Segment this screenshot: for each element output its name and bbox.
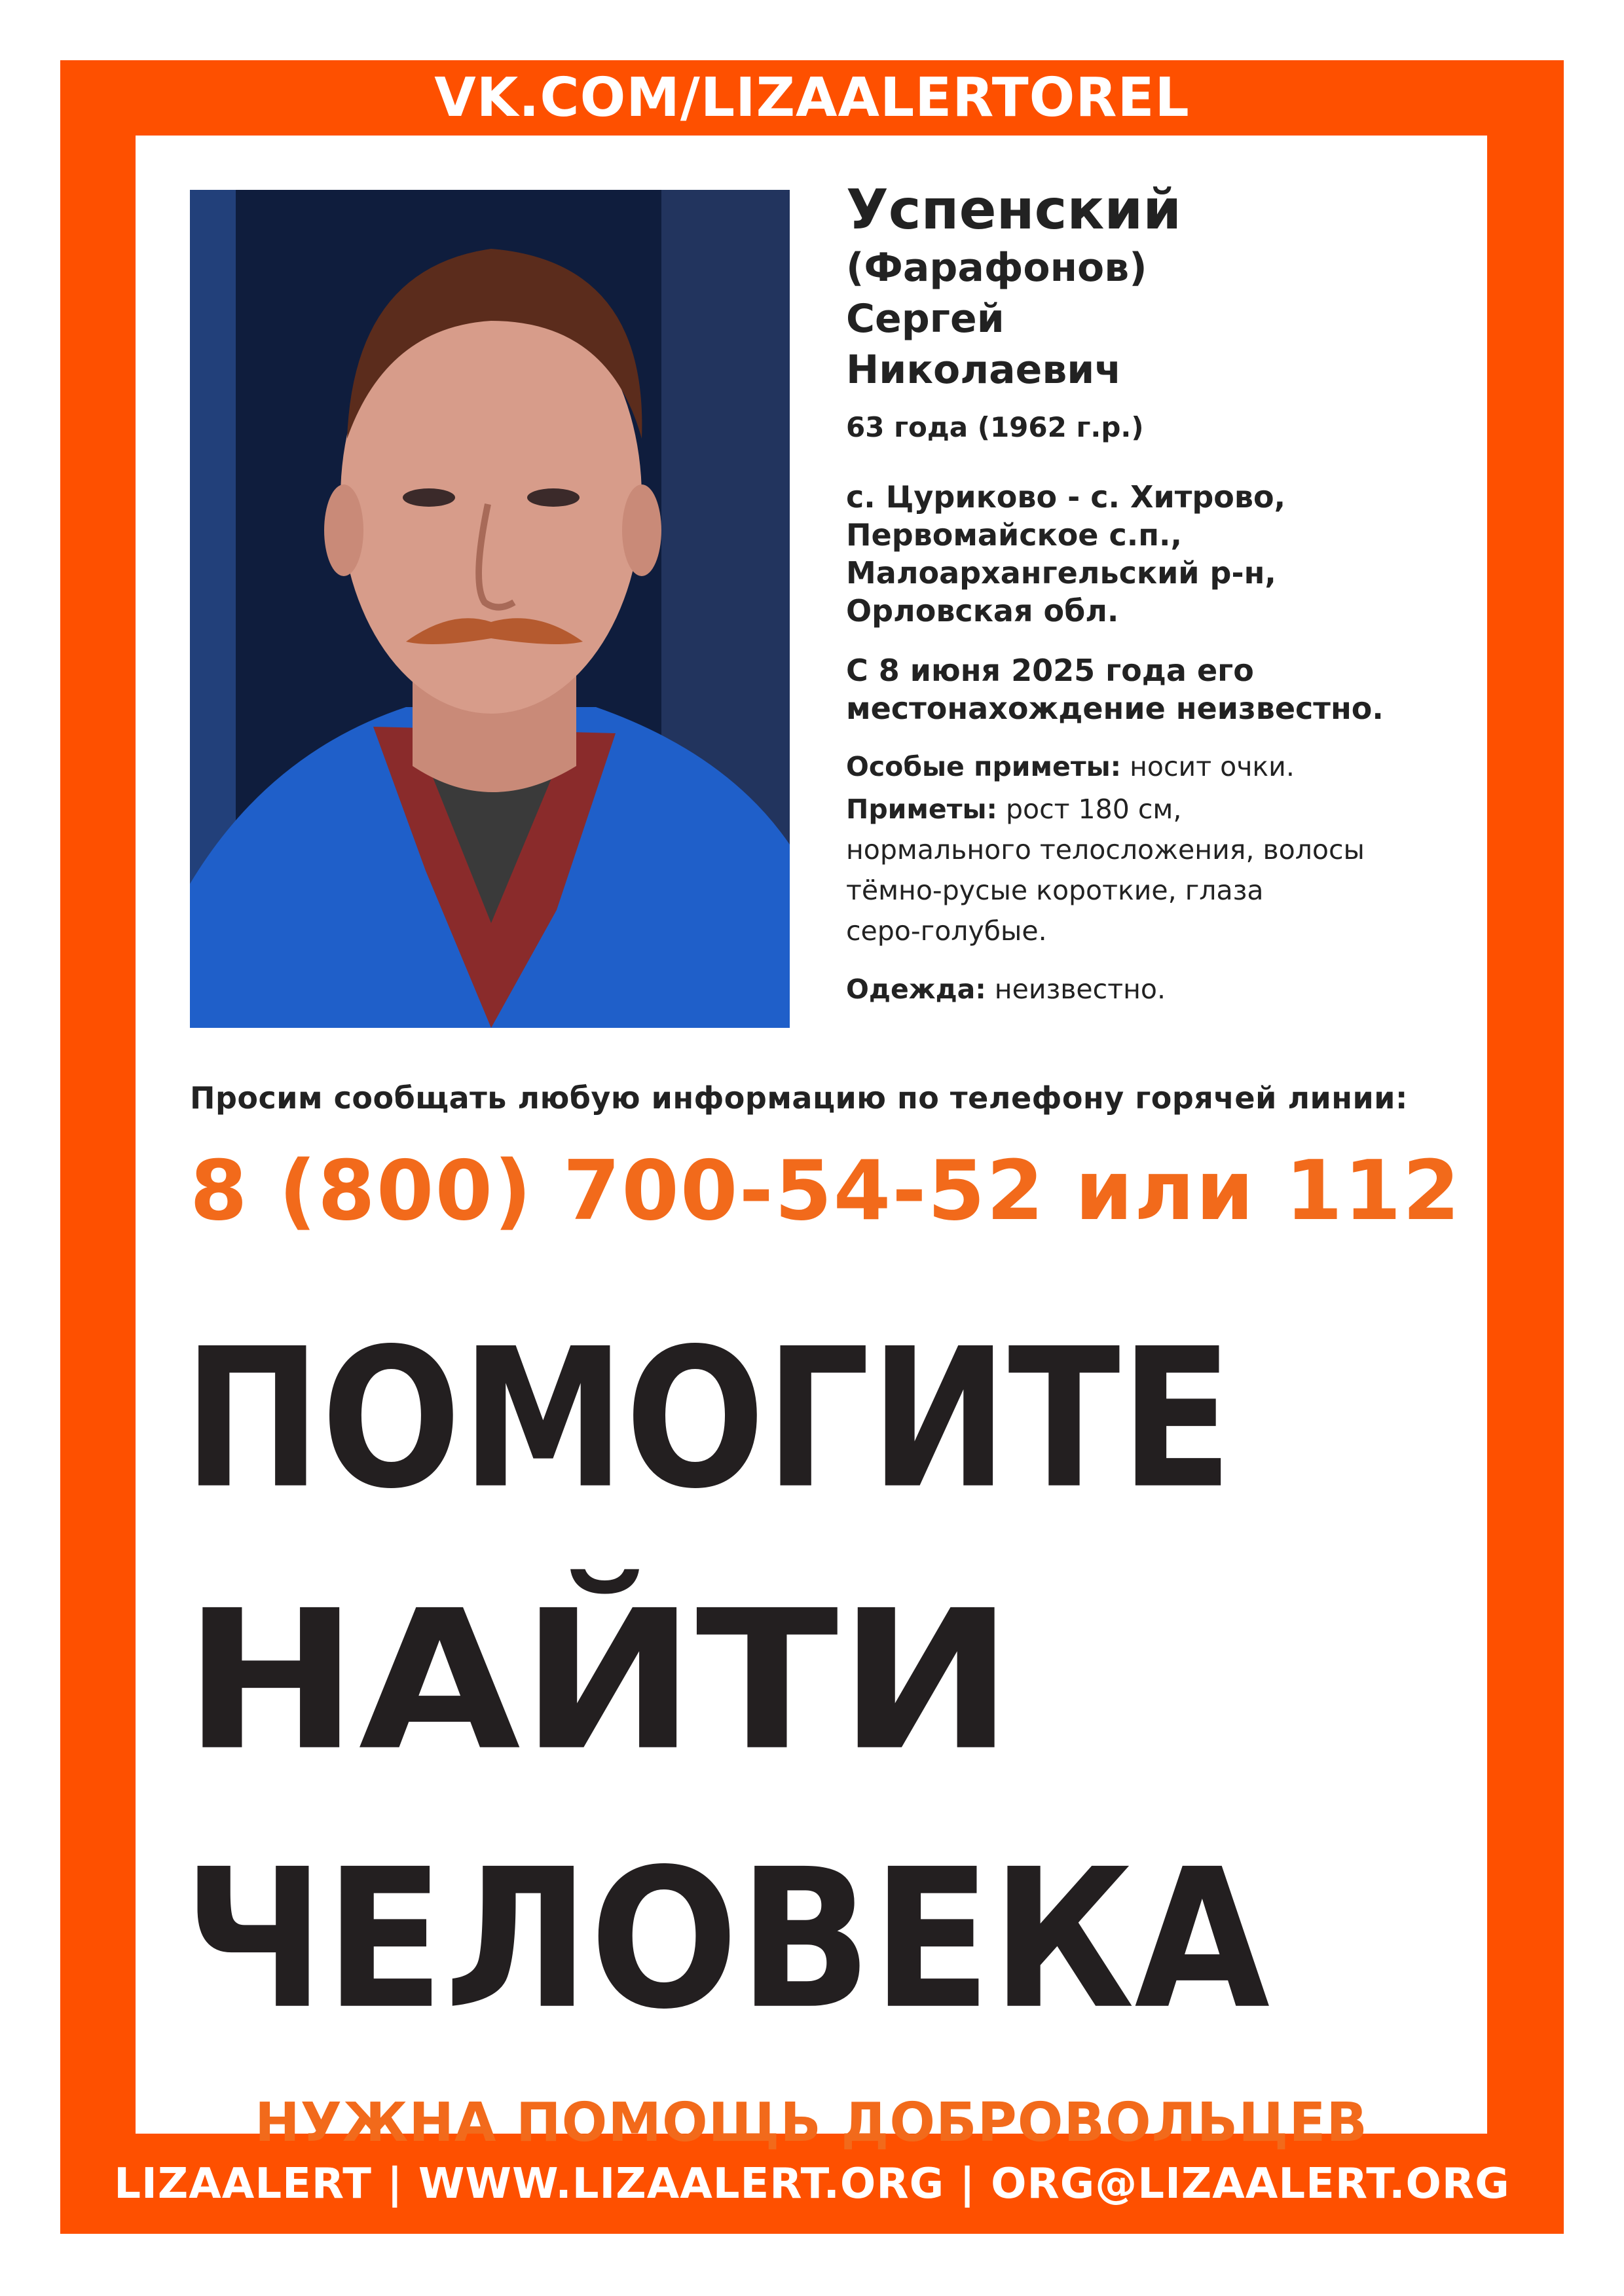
volunteers-needed: НУЖНА ПОМОЩЬ ДОБРОВОЛЬЦЕВ xyxy=(255,2092,1368,2154)
missing-since xyxy=(846,651,1384,727)
missing-since-line: С 8 июня 2025 года его xyxy=(846,653,1254,688)
description-label: Приметы: xyxy=(846,793,997,825)
missing-since-line: местонахождение неизвестно. xyxy=(846,691,1384,726)
person-name xyxy=(846,177,1488,395)
first-name: Сергей xyxy=(846,296,1005,342)
description-line: рост 180 см, xyxy=(997,793,1182,825)
vk-link[interactable]: VK.COM/LIZAALERTOREL xyxy=(434,67,1190,129)
special-features-label: Особые приметы: xyxy=(846,751,1122,782)
description xyxy=(846,789,1365,951)
hotline-request: Просим сообщать любую информацию по телефону горячей линии: xyxy=(190,1080,1408,1116)
headline-find: НАЙТИ xyxy=(183,1569,1014,1793)
location-line: Малоархангельский р-н, xyxy=(846,555,1276,591)
location-line: Орловская обл. xyxy=(846,593,1119,629)
surname: Успенский xyxy=(846,177,1182,242)
special-features xyxy=(846,746,1295,787)
patronymic: Николаевич xyxy=(846,347,1122,393)
footer-links[interactable]: LIZAALERT | WWW.LIZAALERT.ORG | ORG@LIZAALERT.ORG xyxy=(114,2159,1510,2208)
person-photo-illustration xyxy=(190,190,790,1028)
hotline-phone[interactable]: 8 (800) 700-54-52 или 112 xyxy=(190,1142,1462,1239)
clothes xyxy=(846,969,1166,1010)
former-surname: (Фарафонов) xyxy=(846,245,1147,291)
location-line: Первомайское с.п., xyxy=(846,517,1182,553)
headline-help: ПОМОГИТЕ xyxy=(183,1307,1233,1531)
headline-person: ЧЕЛОВЕКА xyxy=(183,1827,1270,2052)
clothes-value: неизвестно. xyxy=(986,974,1166,1005)
description-line: нормального телосложения, волосы xyxy=(846,834,1365,866)
description-line: тёмно-русые короткие, глаза xyxy=(846,875,1264,906)
location xyxy=(846,478,1285,630)
clothes-label: Одежда: xyxy=(846,974,986,1005)
location-line: с. Цуриково - с. Хитрово, xyxy=(846,479,1286,515)
person-photo xyxy=(190,190,790,1028)
special-features-value: носит очки. xyxy=(1121,751,1295,782)
description-line: серо-голубые. xyxy=(846,915,1047,947)
age: 63 года (1962 г.р.) xyxy=(846,411,1144,443)
